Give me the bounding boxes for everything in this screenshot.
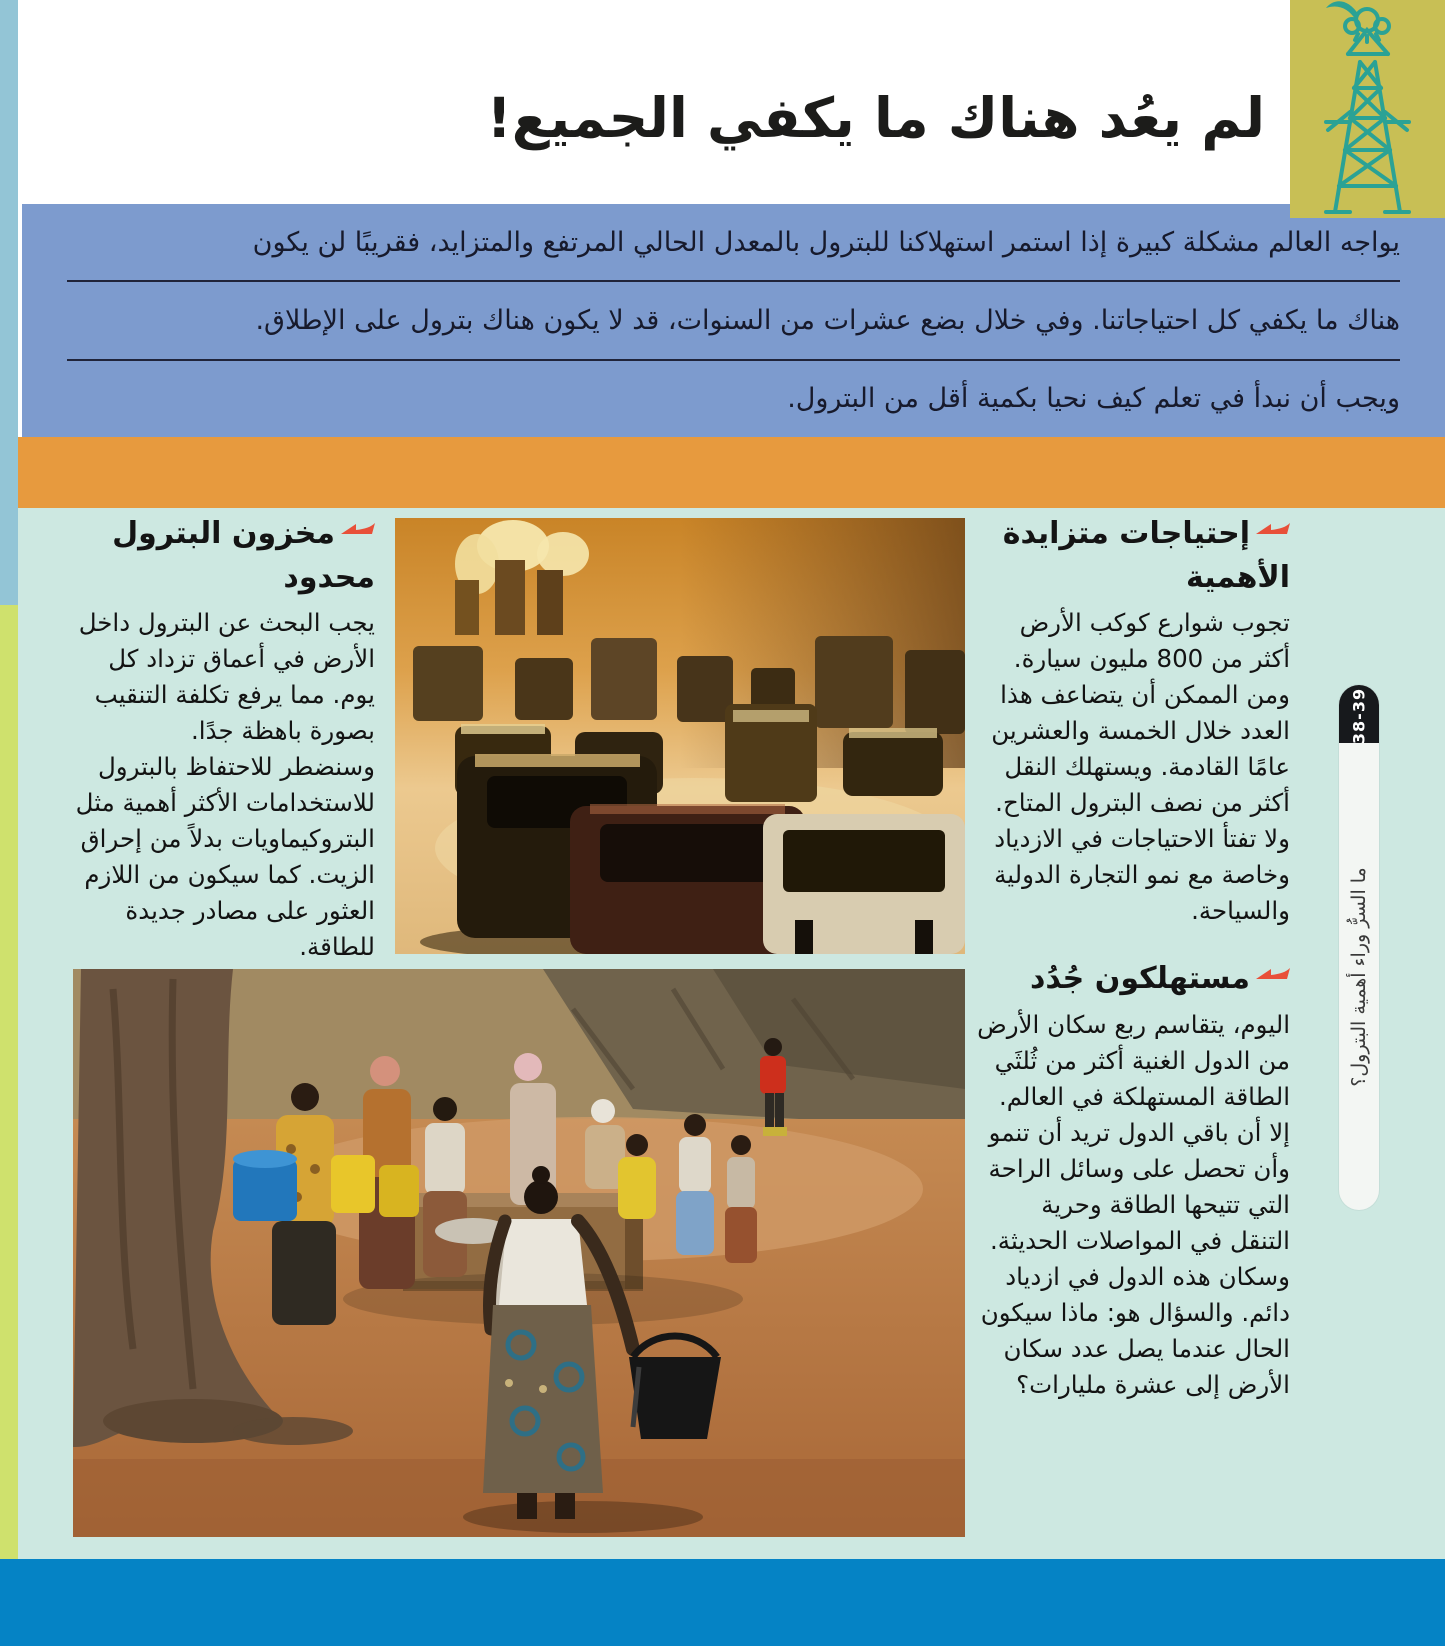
intro-line: ويجب أن نبدأ في تعلم كيف نحيا بكمية أقل من البترول. — [787, 383, 1400, 415]
gusher-spray — [1326, 1, 1359, 20]
tab-question: ما السرُّ وراء أهمية البترول؟ — [1348, 866, 1370, 1087]
orange-band — [18, 437, 1445, 508]
section-limited-reserves-body — [70, 605, 375, 965]
paragraph: يجب البحث عن البترول داخل الأرض في أعماق تزداد كل يوم. مما يرفع تكلفة التنقيب بصورة باهظة جدًا. — [78, 608, 375, 745]
intro-band — [22, 204, 1445, 437]
page-side-tab — [1339, 685, 1379, 1210]
sidebar-strip-top — [0, 0, 18, 605]
oil-derrick-icon — [1290, 0, 1445, 218]
section-arrow-icon — [1256, 510, 1290, 553]
section-limited-reserves-heading — [70, 512, 375, 599]
tab-question-area — [1339, 743, 1379, 1210]
section-arrow-icon — [1256, 955, 1290, 998]
paragraph: وسنضطر للاحتفاظ بالبترول للاستخدامات الأكثر أهمية مثل البتروكيماويات بدلاً من إحراق الزيت. كما سيكون من اللازم العثور على مصادر جديدة للطاقة. — [75, 752, 375, 961]
section-growing-needs-body: تجوب شوارع كوكب الأرض أكثر من 800 مليون سيارة. ومن الممكن أن يتضاعف هذا العدد خلال الخمسة والعشرين عامًا القادمة. ويستهلك النقل أكثر من نصف البترول المتاح. ولا تفتأ الاحتياجات في الازدياد وخاصة مع نمو التجارة الدولية والسياحة. — [991, 608, 1290, 925]
section-arrow-icon — [341, 510, 375, 553]
tab-page-numbers: 38-39 — [1349, 687, 1369, 745]
derrick-panel — [1290, 0, 1445, 218]
section-title: مخزون البترول محدود — [112, 516, 375, 595]
section-new-consumers-body: اليوم، يتقاسم ربع سكان الأرض من الدول الغنية أكثر من ثُلثَي الطاقة المستهلكة في العالم. إلا أن باقي الدول تريد أن تنمو وأن تحصل على وسائل الراحة التي تتيحها الطاقة وحرية التنقل في المواصلات الحديثة. وسكان هذه الدول في ازدياد دائم. والسؤال هو: ماذا سيكون الحال عندما يصل عدد سكان الأرض إلى عشرة مليارات؟ — [977, 1010, 1290, 1399]
bottom-bar — [0, 1559, 1445, 1646]
tab-page-number-cap — [1339, 685, 1379, 743]
column-left — [70, 512, 375, 965]
sidebar-strip-bottom — [0, 605, 18, 1559]
intro-line: يواجه العالم مشكلة كبيرة إذا استمر استهلاكنا للبترول بالمعدل الحالي المرتفع والمتزايد، فقريبًا لن يكون — [67, 204, 1400, 282]
section-growing-needs-heading — [975, 512, 1290, 599]
page-title: لم يعُد هناك ما يكفي الجميع! — [486, 86, 1265, 150]
intro-line: هناك ما يكفي كل احتياجاتنا. وفي خلال بضع عشرات من السنوات، قد لا يكون هناك بترول على الإطلاق. — [67, 282, 1400, 360]
section-title: إحتياجات متزايدة الأهمية — [1002, 516, 1290, 595]
section-new-consumers-heading — [975, 957, 1290, 1001]
traffic-jam-photo — [395, 518, 965, 954]
column-right — [975, 512, 1290, 1403]
section-title: مستهلكون جُدُد — [1029, 961, 1250, 996]
village-well-photo — [73, 969, 965, 1537]
